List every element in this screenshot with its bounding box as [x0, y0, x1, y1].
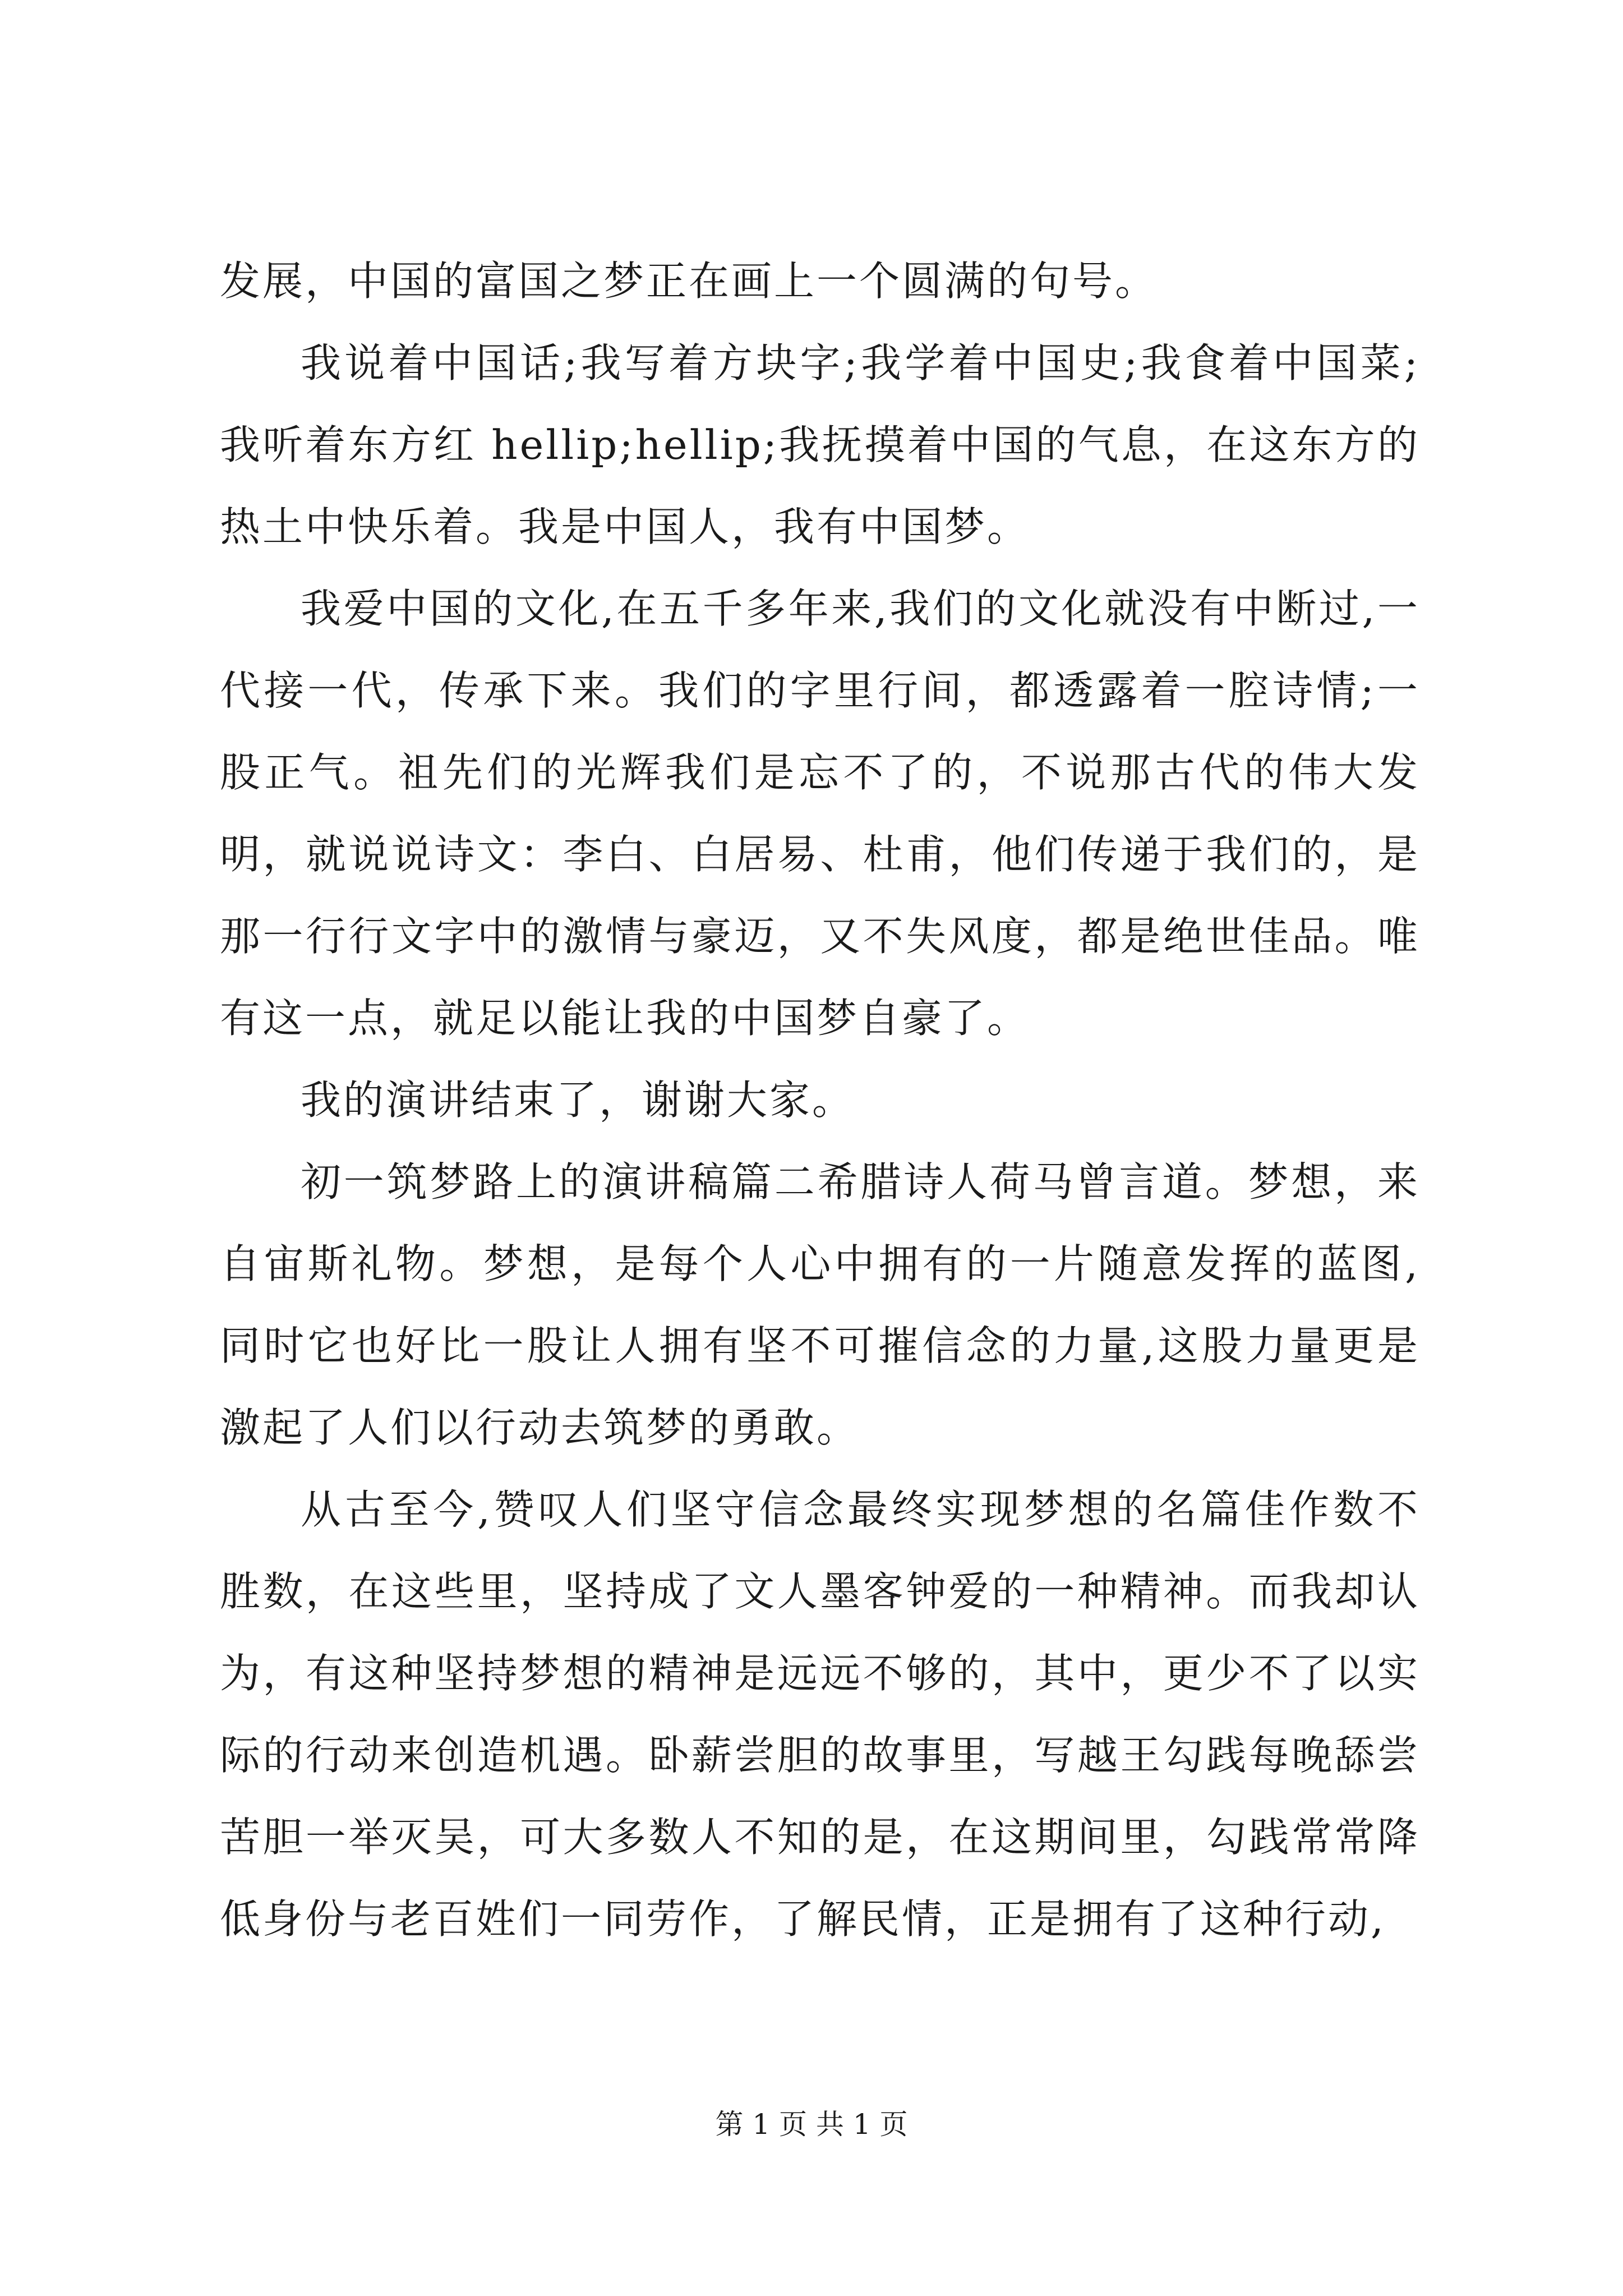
- paragraph: 我说着中国话;我写着方块字;我学着中国史;我食着中国菜;我听着东方红 hellip;hellip;我抚摸着中国的气息，在这东方的热土中快乐着。我是中国人，我有中国梦。: [220, 339, 1420, 550]
- page-number-footer: 第 1 页 共 1 页: [715, 2108, 908, 2141]
- paragraph: 从古至今,赞叹人们坚守信念最终实现梦想的名篇佳作数不胜数，在这些里，坚持成了文人墨客钟爱的一种精神。而我却认为，有这种坚持梦想的精神是远远不够的，其中，更少不了以实际的行动来创造机遇。卧薪尝胆的故事里，写越王勾践每晚舔尝苦胆一举灭吴，可大多数人不知的是，在这期间里，勾践常常降低身份与老百姓们一同劳作，了解民情，正是拥有了这种行动,: [220, 1486, 1420, 1943]
- paragraph: 我的演讲结束了，谢谢大家。: [301, 1076, 855, 1124]
- paragraph: 我爱中国的文化,在五千多年来,我们的文化就没有中断过,一代接一代，传承下来。我们的字里行间，都透露着一腔诗情;一股正气。祖先们的光辉我们是忘不了的，不说那古代的伟大发明，就说说诗文：李白、白居易、杜甫，他们传递于我们的，是那一行行文字中的激情与豪迈，又不失风度，都是绝世佳品。唯有这一点，就足以能让我的中国梦自豪了。: [220, 585, 1420, 1042]
- paragraph-continuation: 发展，中国的富国之梦正在画上一个圆满的句号。: [220, 257, 1158, 305]
- paragraph: 初一筑梦路上的演讲稿篇二希腊诗人荷马曾言道。梦想，来自宙斯礼物。梦想，是每个人心中拥有的一片随意发挥的蓝图,同时它也好比一股让人拥有坚不可摧信念的力量,这股力量更是激起了人们以行动去筑梦的勇敢。: [220, 1158, 1420, 1451]
- document-body: [220, 240, 1420, 1960]
